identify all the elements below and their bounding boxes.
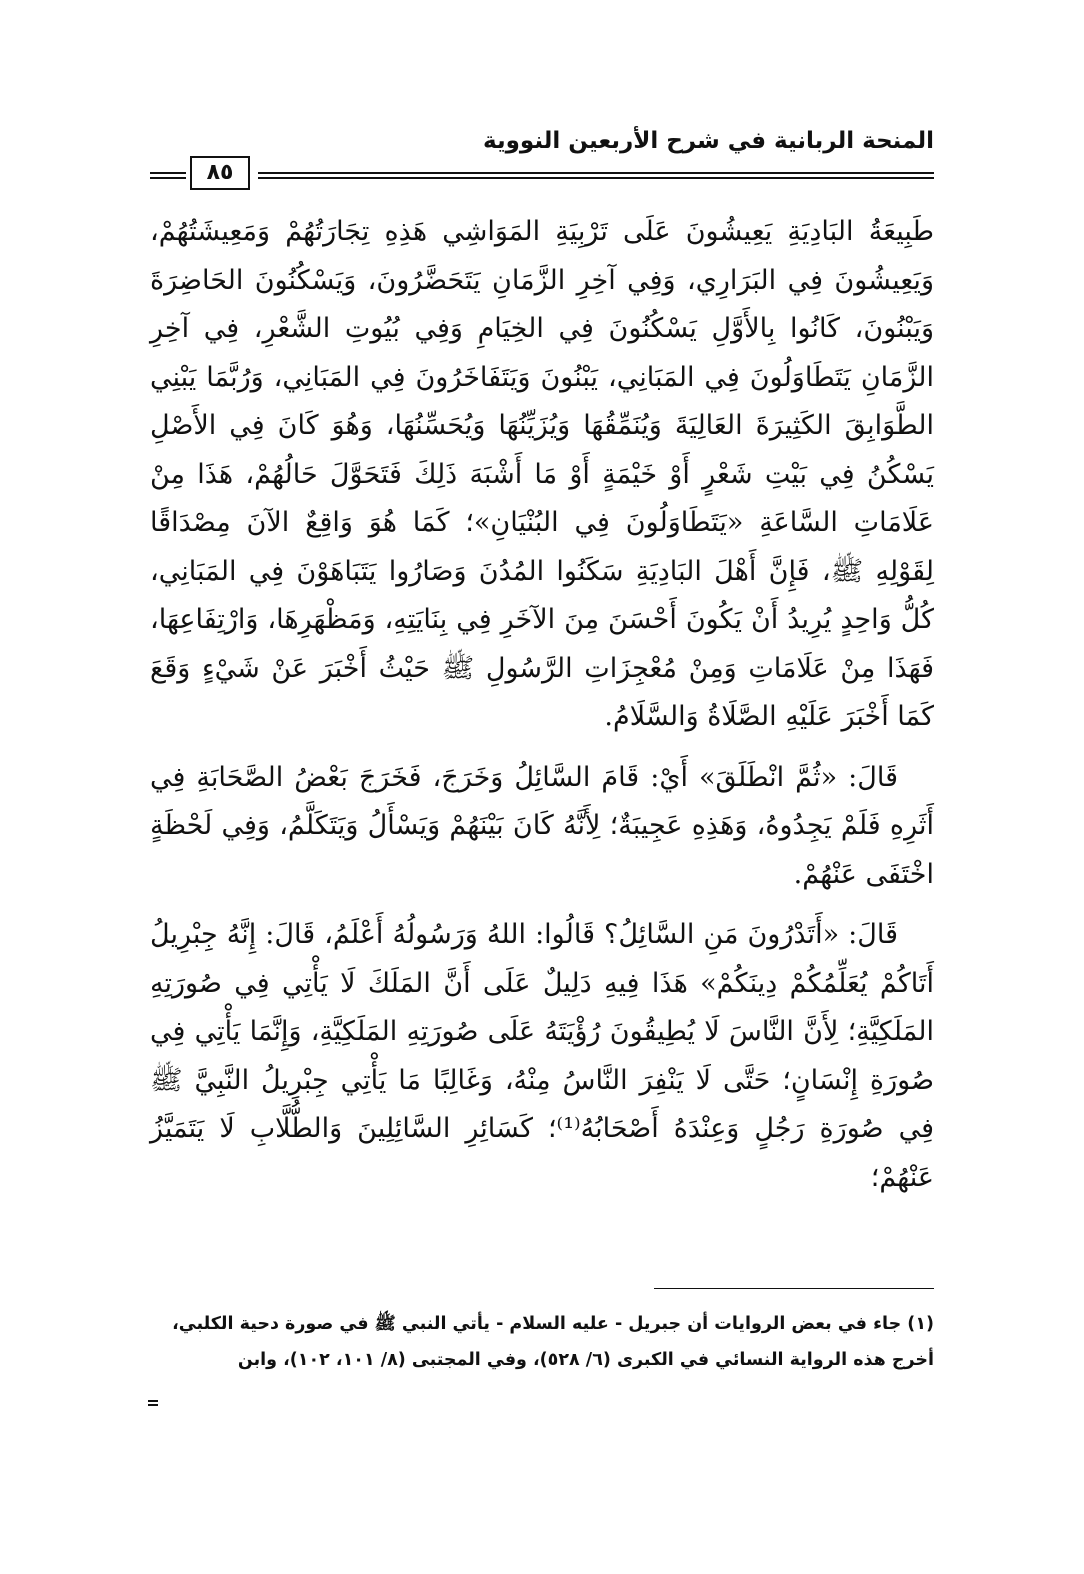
header-rule-short bbox=[150, 172, 186, 179]
footnote-line: أخرج هذه الرواية النسائي في الكبرى (٦/ ٥٢٨)، وفي المجتبى (٨/ ١٠١، ١٠٢)، وابن bbox=[237, 1350, 934, 1370]
paragraph: طَبِيعَةُ البَادِيَةِ يَعِيشُونَ عَلَى تَرْبِيَةِ المَوَاشِي هَذِهِ تِجَارَتُهُمْ وَمَعِيشَتُهُمْ، وَيَعِيشُونَ فِي البَرَارِي، وَفِي آخِرِ الزَّمَانِ يَتَحَضَّرُونَ، وَيَسْكُنُونَ الحَاضِرَةَ وَيَبْنُونَ، كَانُوا بِالأَوَّلِ يَسْكُنُونَ فِي الخِيَامِ وَفِي بُيُوتِ الشَّعْرِ، فِي آخِرِ الزَّمَانِ يَتَطَاوَلُونَ فِي المَبَانِي، يَبْنُونَ وَيَتَفَاخَرُونَ فِي المَبَانِي، وَرُبَّمَا يَبْنِي الطَّوَابِقَ الكَثِيرَةَ العَالِيَةَ وَيُنَمِّقُهَا وَيُزَيِّنُهَا وَيُحَسِّنُهَا، وَهُوَ كَانَ فِي الأَصْلِ يَسْكُنُ فِي بَيْتِ شَعْرٍ أَوْ خَيْمَةٍ أَوْ مَا أَشْبَهَ ذَلِكَ فَتَحَوَّلَ حَالُهُمْ، هَذَا مِنْ عَلَامَاتِ السَّاعَةِ «يَتَطَاوَلُونَ فِي البُنْيَانِ»؛ كَمَا هُوَ وَاقِعٌ الآنَ مِصْدَاقًا لِقَوْلِهِ ﷺ، فَإِنَّ أَهْلَ البَادِيَةِ سَكَنُوا المُدُنَ وَصَارُوا يَتَبَاهَوْنَ فِي المَبَانِي، كُلُّ وَاحِدٍ يُرِيدُ أَنْ يَكُونَ أَحْسَنَ مِنَ الآخَرِ فِي بِنَايَتِهِ، وَمَظْهَرِهَا، وَارْتِفَاعِهَا، فَهَذَا مِنْ عَلَامَاتِ وَمِنْ مُعْجِزَاتِ الرَّسُولِ ﷺ حَيْثُ أَخْبَرَ عَنْ شَيْءٍ وَقَعَ كَمَا أَخْبَرَ عَلَيْهِ الصَّلَاةُ وَالسَّلَامُ. bbox=[150, 216, 934, 732]
paragraph: قَالَ: «ثُمَّ انْطَلَقَ» أَيْ: قَامَ السَّائِلُ وَخَرَجَ، فَخَرَجَ بَعْضُ الصَّحَابَةِ فِي أَثَرِهِ فَلَمْ يَجِدُوهُ، وَهَذِهِ عَجِيبَةٌ؛ لِأَنَّهُ كَانَ بَيْنَهُمْ وَيَسْأَلُ وَيَتَكَلَّمُ، وَفِي لَحْظَةٍ اخْتَفَى عَنْهُمْ. bbox=[150, 761, 934, 890]
page-number: ٨٥ bbox=[190, 156, 250, 190]
book-title: المنحة الربانية في شرح الأربعين النووية bbox=[483, 128, 934, 154]
body-text bbox=[150, 208, 934, 1202]
running-header bbox=[150, 128, 934, 188]
header-rule bbox=[258, 172, 934, 179]
footnote-line: (١) جاء في بعض الروايات أن جبريل - عليه السلام - يأتي النبي ﷺ في صورة دحية الكلبي، bbox=[172, 1314, 934, 1334]
continuation-mark bbox=[148, 1400, 158, 1406]
footnotes bbox=[150, 1306, 934, 1378]
footnote-separator bbox=[654, 1288, 934, 1289]
paragraph: قَالَ: «أَتَدْرُونَ مَنِ السَّائِلُ؟ قَالُوا: اللهُ وَرَسُولُهُ أَعْلَمُ، قَالَ: إِنَّهُ جِبْرِيلُ أَتَاكُمْ يُعَلِّمُكُمْ دِينَكُمْ» هَذَا فِيهِ دَلِيلٌ عَلَى أَنَّ المَلَكَ لَا يَأْتِي فِي صُورَتِهِ المَلَكِيَّةِ؛ لِأَنَّ النَّاسَ لَا يُطِيقُونَ رُؤْيَتَهُ عَلَى صُورَتِهِ المَلَكِيَّةِ، وَإِنَّمَا يَأْتِي فِي صُورَةِ إِنْسَانٍ؛ حَتَّى لَا يَنْفِرَ النَّاسُ مِنْهُ، وَغَالِبًا مَا يَأْتِي جِبْرِيلُ النَّبِيَّ ﷺ فِي صُورَةِ رَجُلٍ وَعِنْدَهُ أَصْحَابُهُ⁽¹⁾؛ كَسَائِرِ السَّائِلِينَ وَالطُّلَّابِ لَا يَتَمَيَّزُ عَنْهُمْ؛ bbox=[150, 919, 935, 1193]
